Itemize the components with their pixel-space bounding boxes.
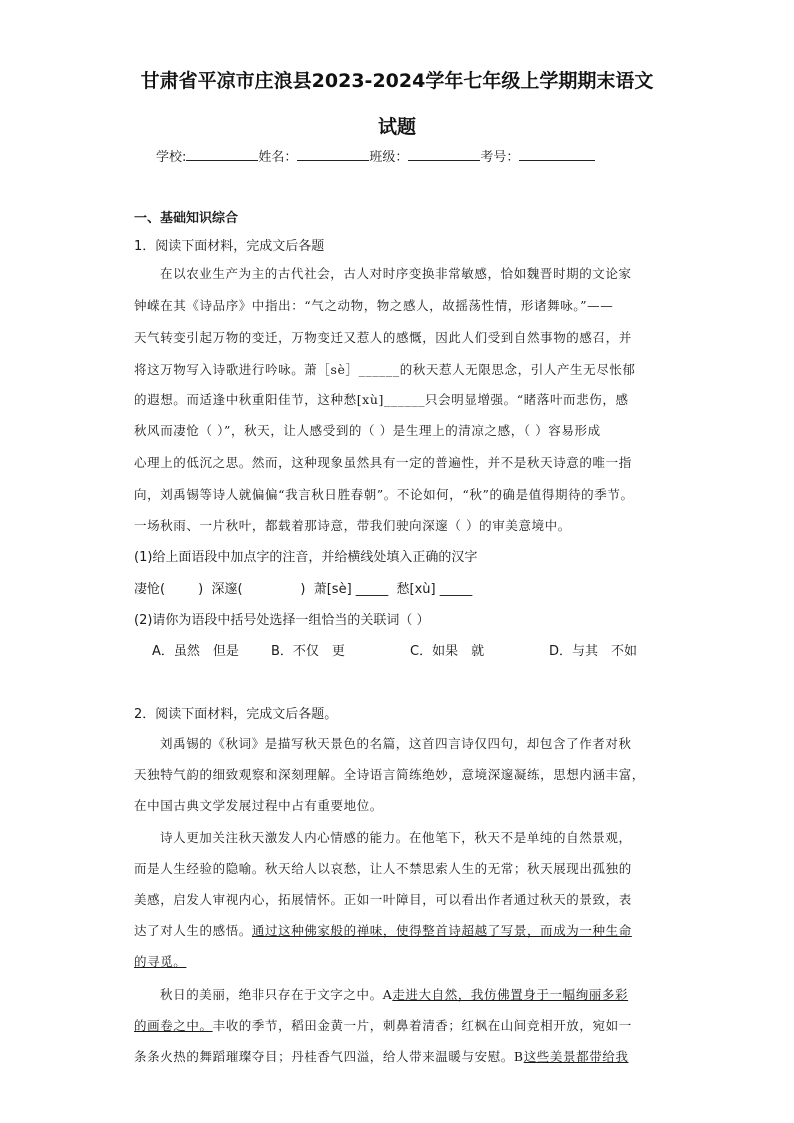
student-info-fields: [156, 146, 595, 165]
section-heading: 一、基础知识综合: [134, 211, 239, 226]
name-blank[interactable]: [297, 148, 369, 161]
q1-passage-line: 一场秋雨、一片秋叶，都载着那诗意，带我们驶向深邃（ ）的审美意境中。: [134, 518, 571, 533]
q1-subquestion-1: (1)给上面语段中加点字的注音，并给横线处填入正确的汉字: [134, 550, 478, 565]
question-1-stem: 1．阅读下面材料，完成文后各题: [134, 239, 325, 254]
q1-passage-line: 在以农业生产为主的古代社会，古人对时序变换非常敏感，恰如魏晋时期的文论家: [160, 266, 632, 281]
question-2-stem: 2．阅读下面材料，完成文后各题。: [134, 707, 338, 722]
plain-text: 秋日的美丽，绝非只存在于文字之中。A: [160, 987, 393, 1002]
document-title: 甘肃省平凉市庄浪县2023-2024学年七年级上学期期末语文: [140, 70, 654, 92]
plain-text: 达了对人生的感悟。: [134, 923, 252, 938]
q1-passage-line: 秋风而凄怆（ ）”，秋天，让人感受到的（ ）是生理上的清凉之感，（ ）容易形成: [134, 423, 601, 438]
q2-passage-line: [134, 921, 632, 939]
school-blank[interactable]: [186, 148, 258, 161]
q1-passage-line: 的遐想。而适逢中秋重阳佳节，这种愁[xù]______只会明显增强。“睹落叶而悲伤，感: [134, 392, 629, 407]
q1-passage-line: 心理上的低沉之思。然而，这种现象虽然具有一定的普遍性，并不是秋天诗意的唯一指: [134, 455, 632, 470]
q1-passage-line: 天气转变引起万物的变迁，万物变迁又惹人的感慨，因此人们受到自然事物的感召，并: [134, 330, 632, 345]
q2-passage-line: [134, 1016, 632, 1034]
underlined-sentence-end: 的寻觅。: [134, 954, 187, 969]
q1-passage-line: 向，刘禹锡等诗人就偏偏“我言秋日胜春朝”。不论如何，“秋”的确是值得期待的季节。: [134, 487, 634, 502]
exam-no-label: 考号：: [480, 150, 520, 165]
q2-passage-line: 美感，启发人审视内心，拓展情怀。正如一叶障目，可以看出作者通过秋天的景致，表: [134, 892, 632, 907]
option-a[interactable]: A．虽然 但是: [152, 644, 239, 659]
q2-passage-line: [134, 1047, 629, 1065]
q2-passage-line: 在中国古典文学发展过程中占有重要地位。: [134, 798, 383, 813]
underlined-sentence-a-end: 的画卷之中。: [134, 1018, 213, 1033]
plain-text: 条条火热的舞蹈璀璨夺目；丹桂香气四溢，给人带来温暖与安慰。B: [134, 1049, 524, 1064]
q2-passage-line: 天独特气韵的细致观察和深刻理解。全诗语言简练绝妙，意境深邃凝练，思想内涵丰富，: [134, 767, 645, 782]
class-blank[interactable]: [408, 148, 480, 161]
q1-passage-line: 将这万物写入诗歌进行吟咏。萧［sè］______的秋天惹人无限思念，引人产生无尽怅郁: [134, 362, 636, 377]
q2-passage-line: 刘禹锡的《秋词》是描写秋天景色的名篇，这首四言诗仅四句，却包含了作者对秋: [160, 736, 632, 751]
class-label: 班级：: [369, 150, 409, 165]
q1-subquestion-1-items: 凄怆( ) 深邃( ) 萧[sè] _____ 愁[xù] _____: [134, 582, 473, 597]
q2-passage-line: 诗人更加关注秋天激发人内心情感的能力。在他笔下，秋天不是单纯的自然景观，: [160, 830, 632, 845]
name-label: 姓名：: [258, 150, 298, 165]
option-d[interactable]: D．与其 不如: [549, 644, 638, 659]
plain-text: 丰收的季节，稻田金黄一片，刺鼻着清香；红枫在山间竞相开放，宛如一: [212, 1018, 632, 1033]
q2-passage-line: 而是人生经验的隐喻。秋天给人以哀愁，让人不禁思索人生的无常；秋天展现出孤独的: [134, 861, 632, 876]
document-title-line2: 试题: [377, 116, 416, 138]
school-label: 学校:: [156, 150, 187, 165]
q2-passage-line: [134, 952, 186, 970]
exam-no-blank[interactable]: [519, 148, 595, 161]
underlined-sentence-a: 走进大自然，我仿佛置身于一幅绚丽多彩: [392, 987, 629, 1002]
underlined-sentence: 通过这种佛家般的禅味，使得整首诗超越了写景，而成为一种生命: [251, 923, 632, 938]
q1-subquestion-2: (2)请你为语段中括号处选择一组恰当的关联词（ ）: [134, 613, 430, 628]
q2-passage-line: [160, 985, 628, 1003]
option-b[interactable]: B．不仅 更: [271, 644, 345, 659]
underlined-sentence-b: 这些美景都带给我: [523, 1049, 629, 1064]
option-c[interactable]: C．如果 就: [410, 644, 485, 659]
q1-passage-line: 钟嵘在其《诗品序》中指出：“气之动物，物之感人，故摇荡性情，形诸舞咏。”——: [134, 298, 614, 313]
